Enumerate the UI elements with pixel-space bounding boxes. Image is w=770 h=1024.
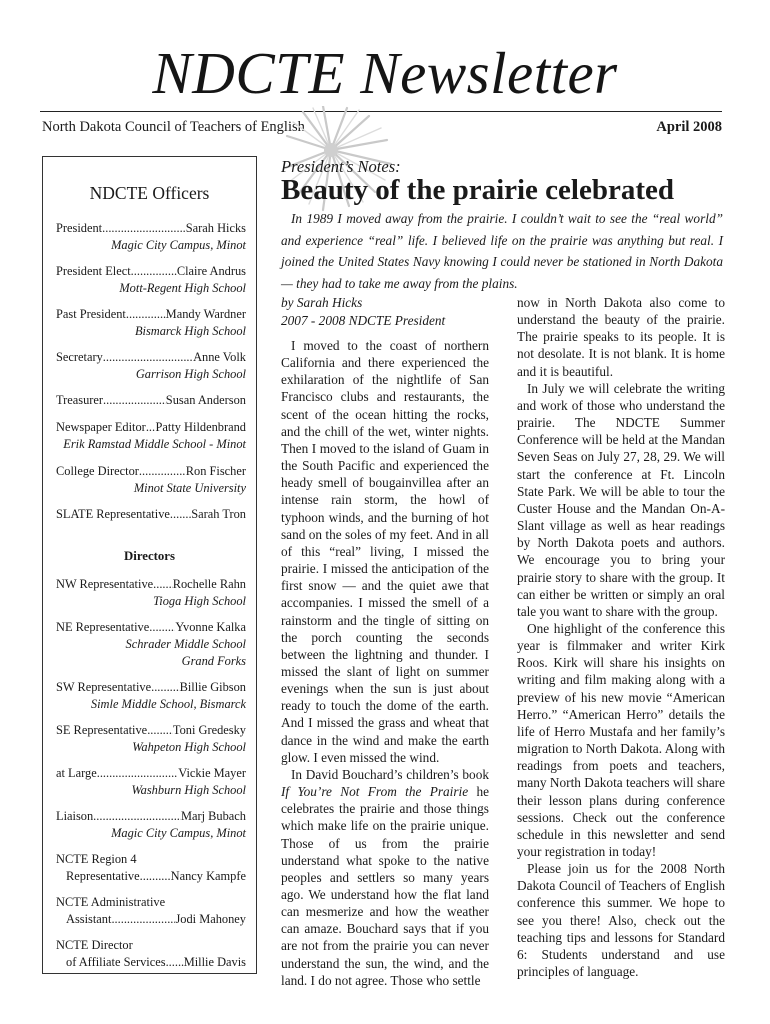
officer-affiliation: Bismarck High School bbox=[134, 324, 246, 338]
director-role: at Large bbox=[56, 766, 97, 780]
article-paragraph: now in North Dakota also come to understand the beauty of the prairie. The prairie speaks to its people. It is not desolate. It is not blank. It is home and it is beautiful. bbox=[517, 295, 725, 379]
director-affiliation: Schrader Middle School bbox=[125, 637, 246, 651]
officer-role: Past President bbox=[56, 307, 126, 321]
officer-role: Newspaper Editor bbox=[56, 420, 146, 434]
issue-date: April 2008 bbox=[656, 119, 722, 135]
officer-name: Ron Fischer bbox=[185, 464, 246, 478]
director-affiliation: Simle Middle School, Bismarck bbox=[90, 697, 246, 711]
article-headline: Beauty of the prairie celebrated bbox=[281, 174, 675, 206]
officer-entry bbox=[56, 349, 246, 383]
director-name: Billie Gibson bbox=[179, 680, 246, 694]
officer-name: Sarah Tron bbox=[191, 507, 246, 521]
byline-title: 2007 - 2008 NDCTE President bbox=[281, 312, 446, 328]
officer-affiliation: Erik Ramstad Middle School - Minot bbox=[63, 437, 246, 451]
director-role-heading: NCTE Region 4 bbox=[56, 852, 137, 866]
officer-entry bbox=[56, 220, 246, 254]
director-entry bbox=[56, 851, 246, 885]
director-name: Jodi Mahoney bbox=[175, 912, 246, 926]
director-name: Yvonne Kalka bbox=[175, 620, 246, 634]
director-role: of Affiliate Services bbox=[66, 955, 166, 969]
director-name: Millie Davis bbox=[183, 955, 246, 969]
officer-entry bbox=[56, 419, 246, 453]
director-entry bbox=[56, 679, 246, 713]
director-role: Assistant bbox=[66, 912, 112, 926]
director-role: Liaison bbox=[56, 809, 94, 823]
officer-entry bbox=[56, 392, 246, 409]
article-paragraph: Please join us for the 2008 North Dakota Council of Teachers of English conference this summer. We hope to see you there! Also, check out the teaching tips and lessons for Standard 6: Students understand and use principles of language. bbox=[517, 861, 725, 980]
director-role-heading: NCTE Administrative bbox=[56, 895, 166, 909]
section-kicker: President’s Notes: bbox=[281, 157, 401, 176]
officers-heading: NDCTE Officers bbox=[89, 183, 210, 203]
officer-name: Anne Volk bbox=[193, 350, 246, 364]
article-paragraph: One highlight of the conference this year is filmmaker and writer Kirk Roos. Kirk will share his insights on writing and film making along with a preview of his new movie “American Herro.” “American Herro” details the life of Herro Mustafa and her family’s migration to North Dakota. Along with readings from poets and teachers, many North Dakota teachers will share their lesson plans during conference sessions. Check out the conference schedule in this newsletter and send your registration in today! bbox=[517, 620, 725, 859]
director-role: SW Representative bbox=[56, 680, 152, 694]
director-entry bbox=[56, 619, 246, 670]
director-entry bbox=[56, 937, 246, 971]
book-title: If You’re Not From the Prairie bbox=[281, 784, 469, 800]
directors-heading: Directors bbox=[124, 549, 175, 563]
director-entry bbox=[56, 576, 246, 610]
officer-entry bbox=[56, 506, 246, 523]
officer-role: College Director bbox=[56, 464, 139, 478]
director-entry bbox=[56, 808, 246, 842]
officer-role: President Elect bbox=[56, 264, 131, 278]
officer-name: Claire Andrus bbox=[176, 264, 246, 278]
director-role: NE Representative bbox=[56, 620, 150, 634]
officer-affiliation: Magic City Campus, Minot bbox=[111, 238, 246, 252]
article-column-1 bbox=[281, 337, 489, 989]
director-entry bbox=[56, 722, 246, 756]
director-affiliation: Wahpeton High School bbox=[132, 740, 246, 754]
director-affiliation: Tioga High School bbox=[153, 594, 246, 608]
director-name: Vickie Mayer bbox=[178, 766, 246, 780]
director-name: Nancy Kampfe bbox=[170, 869, 246, 883]
officer-name: Patty Hildenbrand bbox=[155, 420, 246, 434]
article-paragraph: In July we will celebrate the writing and work of those who understand the prairie. The NDCTE Summer Conference will be held at the Mandan Seven Seas on July 27, 28, 29. We will start the conference at Ft. Lincoln State Park. We will be able to tour the Custer House and the Mandan On-A-Slant village as well as hear readings by North Dakota poets and authors. We encourage you to bring your prairie story to share with the group. It can either be written or simply an oral tale you want to share with the group. bbox=[517, 380, 725, 619]
article-paragraph bbox=[281, 766, 489, 989]
article-paragraph: I moved to the coast of northern California and there experienced the exhilaration of the nightlife of San Francisco clubs and restaurants, the scent of the ocean hitting the rocks, and the chill of the wet, winter nights. Then I moved to the island of Guam in the South Pacific and experienced the heady smell of bougainvillea after an intense rain storm, the howl of typhoon winds, and the burning of hot sand on the soles of my feet. And in all of this “real” living, I missed the prairie. I missed the anticipation of the first snow — and the quiet awe that accompanies. I missed the smell of a rainstorm and the tingle of sitting on the porch counting the seconds between the lightning and thunder. I missed the slant of light on summer evenings when the sun is just about ready to touch the dome of the earth. And I missed the grass and wheat that dance in the wind and make the earth glow. I even missed the wind. bbox=[281, 338, 489, 765]
director-name: Rochelle Rahn bbox=[172, 577, 246, 591]
director-entry bbox=[56, 894, 246, 928]
byline-author: by Sarah Hicks bbox=[281, 295, 363, 310]
officer-role: Secretary bbox=[56, 350, 103, 364]
officer-name: Mandy Wardner bbox=[165, 307, 246, 321]
director-role: SE Representative bbox=[56, 723, 148, 737]
officer-entry bbox=[56, 306, 246, 340]
director-name: Marj Bubach bbox=[180, 809, 246, 823]
paragraph-text: he celebrates the prairie and those things which make life on the prairie unique. Those of us from the prairie understand what spoke to the native peoples and settlers so many years ago. We understand how the flat land can mesmerize and how the weather can amaze. Bouchard says that if you are not from the prairie you can never understand the sun, the wind, and the land. I do not agree. Those who settle bbox=[281, 784, 489, 988]
officer-role: SLATE Representative bbox=[56, 507, 170, 521]
director-affiliation: Washburn High School bbox=[131, 783, 246, 797]
officer-affiliation: Garrison High School bbox=[135, 367, 246, 381]
officer-affiliation: Mott-Regent High School bbox=[119, 281, 246, 295]
officer-name: Susan Anderson bbox=[165, 393, 246, 407]
newsletter-title: NDCTE Newsletter bbox=[152, 40, 618, 106]
article-byline bbox=[281, 294, 445, 329]
director-role-heading: NCTE Director bbox=[56, 938, 133, 952]
director-affiliation: Magic City Campus, Minot bbox=[111, 826, 246, 840]
officers-sidebar bbox=[42, 156, 257, 974]
officer-entry bbox=[56, 263, 246, 297]
director-role: NW Representative bbox=[56, 577, 154, 591]
director-affiliation-city: Grand Forks bbox=[181, 654, 246, 668]
paragraph-text: In David Bouchard’s children’s book bbox=[291, 766, 489, 782]
officer-affiliation: Minot State University bbox=[133, 481, 246, 495]
officer-role: President bbox=[56, 221, 103, 235]
article-lede: In 1989 I moved away from the prairie. I couldn’t wait to see the “real world” and experience “real” life. I believed life on the prairie was anything but real. I joined the United States Navy knowing I could never be stationed in North Dakota — they had to take me away from the plains. bbox=[281, 211, 723, 292]
officer-name: Sarah Hicks bbox=[185, 221, 246, 235]
article-column-2 bbox=[517, 294, 725, 980]
officer-entry bbox=[56, 463, 246, 497]
director-name: Toni Gredesky bbox=[172, 723, 246, 737]
director-role: Representative bbox=[66, 869, 140, 883]
officer-role: Treasurer bbox=[56, 393, 104, 407]
director-entry bbox=[56, 765, 246, 799]
organization-name: North Dakota Council of Teachers of English bbox=[42, 119, 305, 135]
